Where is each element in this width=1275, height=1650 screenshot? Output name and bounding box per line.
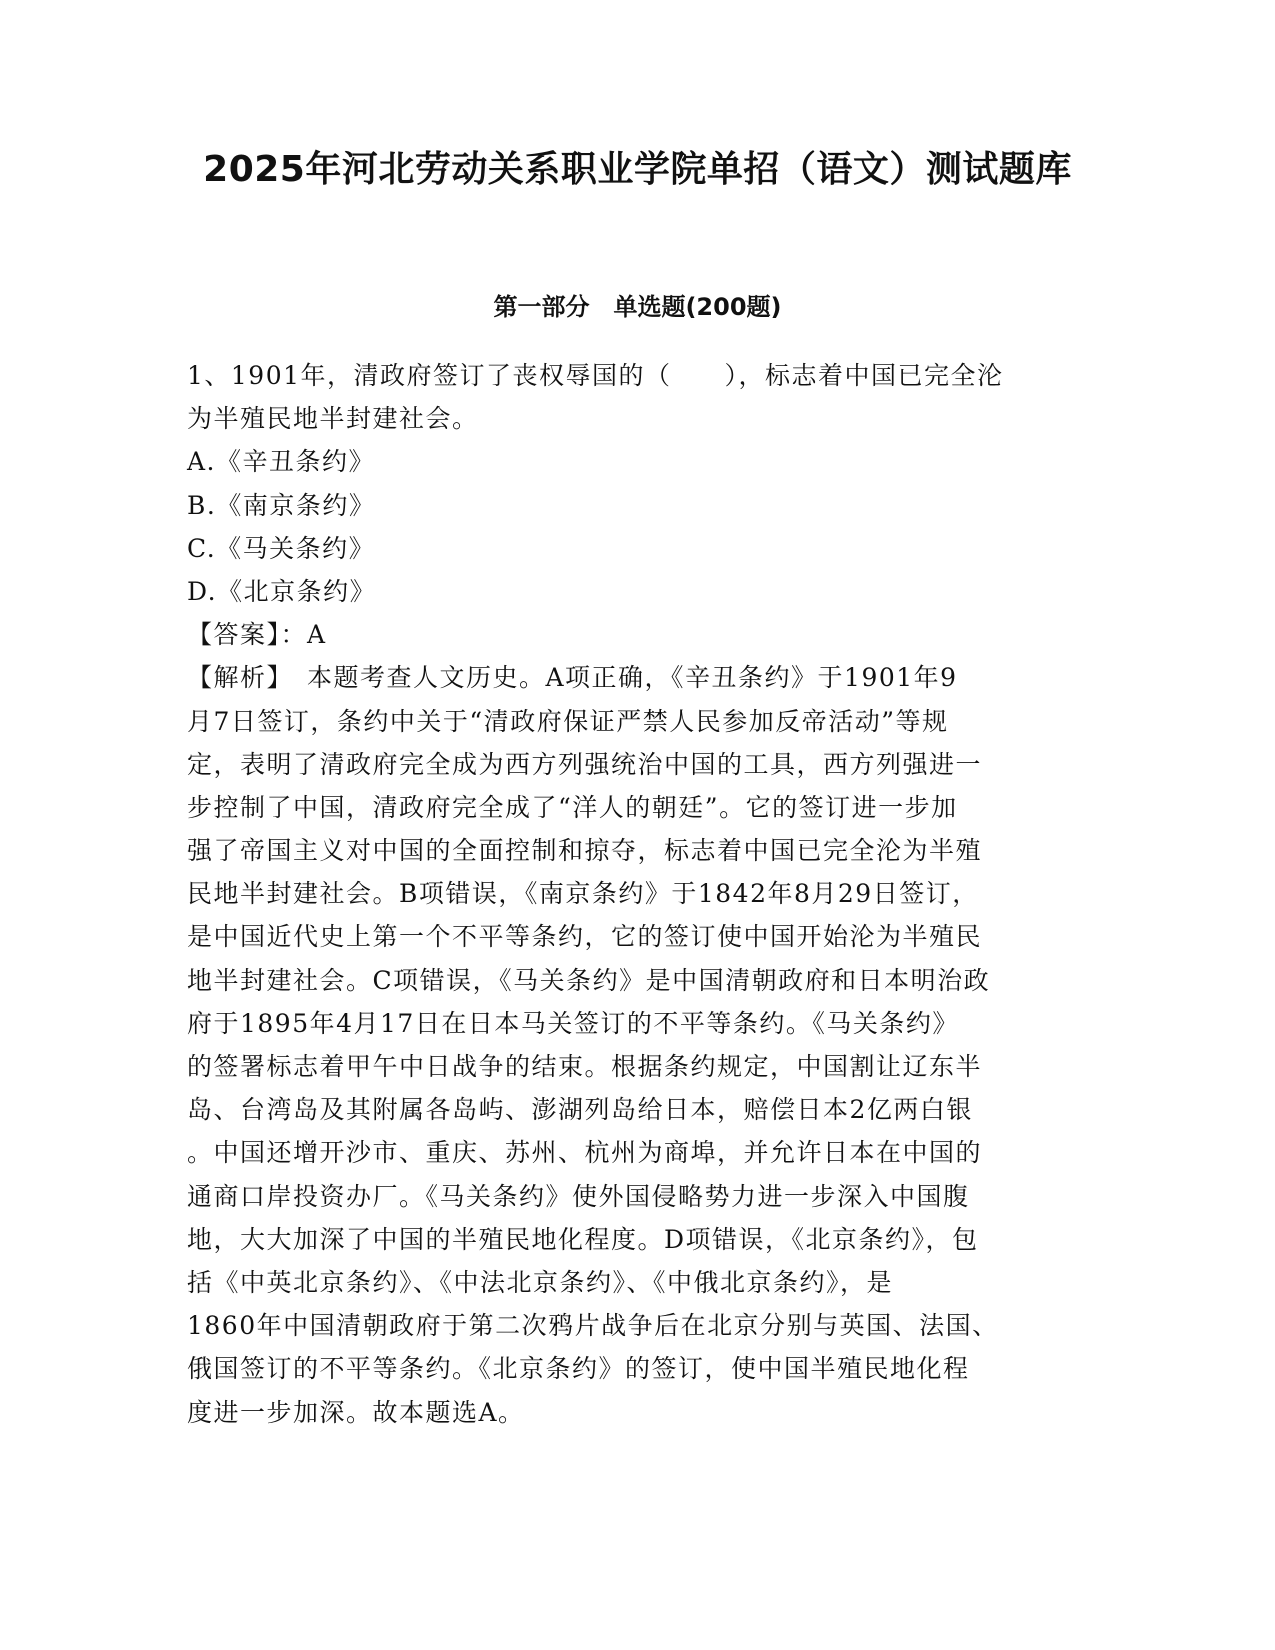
question-stem-line: 为半殖民地半封建社会。: [187, 404, 479, 434]
analysis-line: 。中国还增开沙市、重庆、苏州、杭州为商埠，并允许日本在中国的: [187, 1138, 983, 1168]
analysis-line: 步控制了中国，清政府完全成了“洋人的朝廷”。它的签订进一步加: [187, 792, 958, 822]
analysis-line: 1860年中国清朝政府于第二次鸦片战争后在北京分别与英国、法国、: [187, 1311, 999, 1341]
analysis-line: 地半封建社会。C项错误，《马关条约》是中国清朝政府和日本明治政: [187, 965, 991, 995]
section-title: 第一部分 单选题(200题): [493, 293, 782, 321]
question-block: [187, 354, 1083, 1434]
analysis-line: 强了帝国主义对中国的全面控制和掠夺，标志着中国已完全沦为半殖: [187, 836, 983, 866]
option-b: B.《南京条约》: [187, 490, 376, 520]
analysis-line: 岛、台湾岛及其附属各岛屿、澎湖列岛给日本，赔偿日本2亿两白银: [187, 1095, 973, 1125]
option-c: C.《马关条约》: [187, 533, 376, 563]
analysis-line: 【解析】 本题考查人文历史。A项正确，《辛丑条约》于1901年9: [187, 663, 958, 693]
analysis-line: 定，表明了清政府完全成为西方列强统治中国的工具，西方列强进一: [187, 749, 983, 779]
analysis-line: 通商口岸投资办厂。《马关条约》使外国侵略势力进一步深入中国腹: [187, 1181, 970, 1211]
analysis-line: 度进一步加深。故本题选A。: [187, 1397, 525, 1427]
question-stem-line: 1、1901年，清政府签订了丧权辱国的（ ），标志着中国已完全沦: [187, 361, 1004, 390]
analysis-line: 月7日签订，条约中关于“清政府保证严禁人民参加反帝活动”等规: [187, 706, 949, 736]
analysis-line: 的签署标志着甲午中日战争的结束。根据条约规定，中国割让辽东半: [187, 1052, 983, 1081]
document-title: 2025年河北劳动关系职业学院单招（语文）测试题库: [203, 149, 1072, 190]
analysis-line: 括《中英北京条约》、《中法北京条约》、《中俄北京条约》，是: [187, 1267, 894, 1297]
analysis-line: 地，大大加深了中国的半殖民地化程度。D项错误，《北京条约》，包: [187, 1224, 979, 1254]
option-d: D.《北京条约》: [187, 576, 377, 606]
option-a: A.《辛丑条约》: [187, 447, 376, 477]
analysis-line: 是中国近代史上第一个不平等条约，它的签订使中国开始沦为半殖民: [187, 922, 983, 952]
answer-line: 【答案】：A: [187, 620, 327, 650]
analysis-line: 府于1895年4月17日在日本马关签订的不平等条约。《马关条约》: [187, 1008, 959, 1038]
analysis-line: 俄国签订的不平等条约。《北京条约》的签订，使中国半殖民地化程: [187, 1354, 970, 1384]
analysis-line: 民地半封建社会。B项错误，《南京条约》于1842年8月29日签订，: [187, 879, 979, 909]
